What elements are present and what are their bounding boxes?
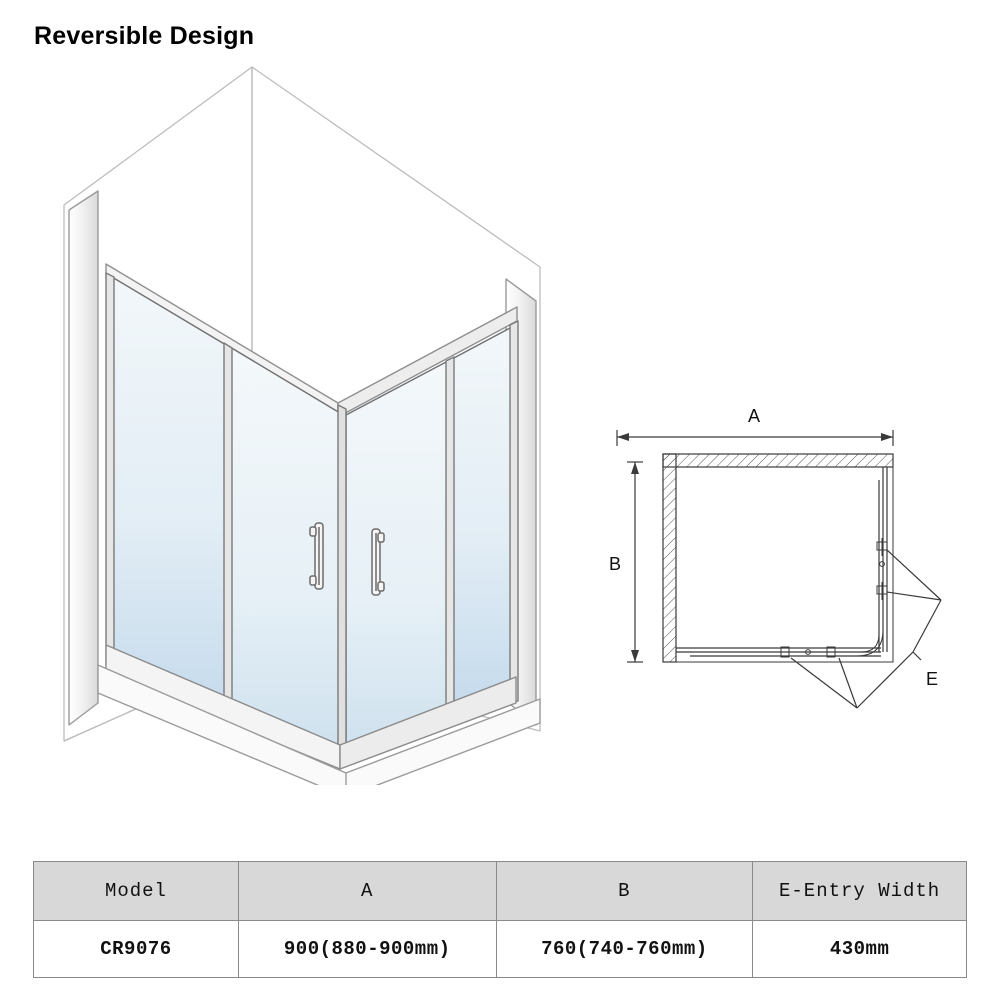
isometric-drawing <box>20 45 600 785</box>
cell-model: CR9076 <box>34 921 239 978</box>
plan-label-a: A <box>747 406 761 426</box>
column-header-model: Model <box>34 862 239 921</box>
table-row <box>34 921 967 978</box>
column-header-entry-width: E-Entry Width <box>753 862 967 921</box>
column-header-a: A <box>238 862 496 921</box>
plan-drawing <box>595 390 985 760</box>
column-header-b: B <box>496 862 753 921</box>
cell-a: 900(880-900mm) <box>238 921 496 978</box>
plan-label-e: E <box>925 669 939 689</box>
plan-label-b: B <box>608 554 622 574</box>
table-header-row <box>34 862 967 921</box>
page-title: Reversible Design <box>34 22 255 50</box>
cell-entry-width: 430mm <box>753 921 967 978</box>
specification-table <box>33 861 967 978</box>
cell-b: 760(740-760mm) <box>496 921 753 978</box>
